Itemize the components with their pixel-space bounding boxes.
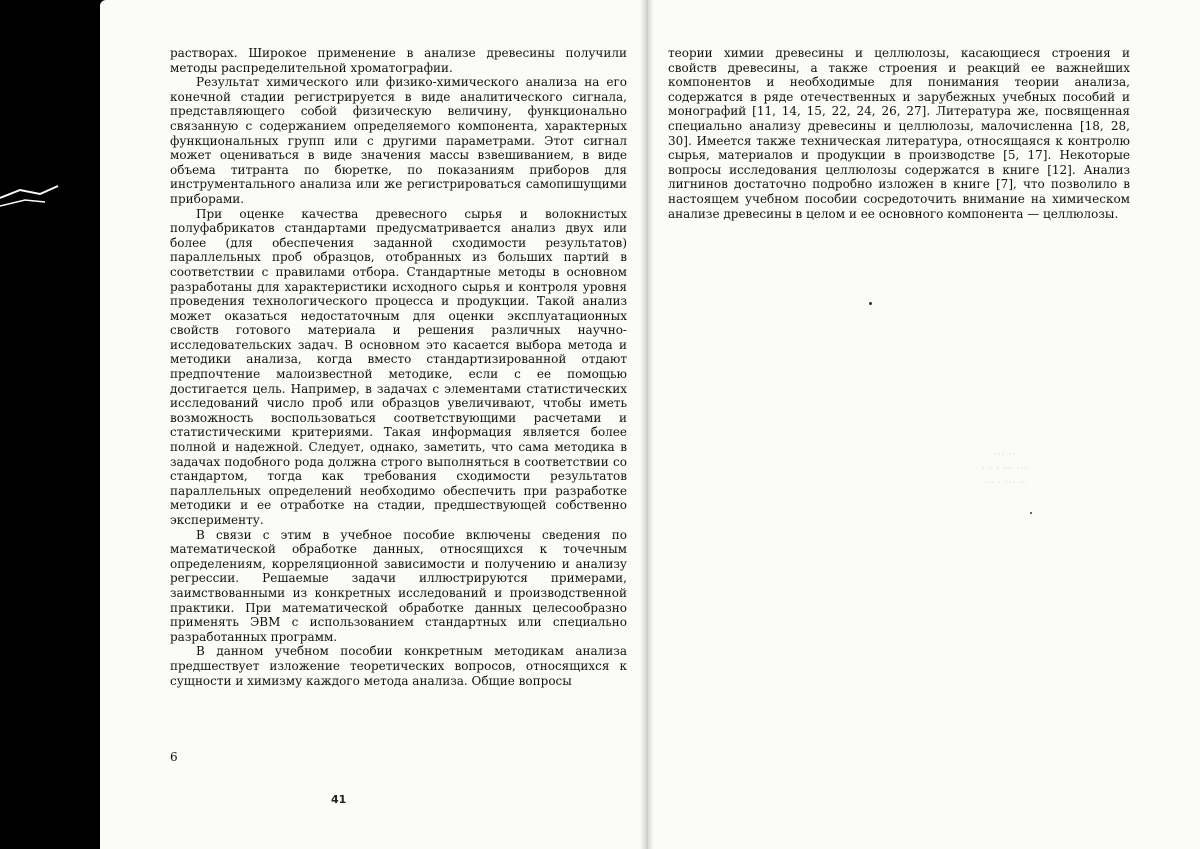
dust-speck: [869, 302, 872, 305]
paragraph: В связи с этим в учебное пособие включены сведения по математической обработке данных, относящихся к точечным определениям, корреляционной зависимости и получению и анализу регрессии. Решаемые задачи иллюстрируются примерами, заимствованными из конкретных исследований и производственной практики. При математической обработке данных целесообразно применять ЭВМ с использованием стандартных или специально разработанных программ.: [170, 527, 627, 644]
right-text-column: [668, 46, 1130, 221]
book-gutter: [640, 0, 654, 849]
left-text-column: [170, 46, 627, 688]
bottom-mark: 41: [331, 793, 347, 806]
paragraph: Результат химического или физико-химического анализа на его конечной стадии регистрируется в виде аналитического сигнала, представляющего собой физическую величину, функционально связанную с содержанием определяемого компонента, характерных функциональных групп или с другими параметрами. Этот сигнал может оцениваться в виде значения массы взвешиванием, в виде объема титранта по бюретке, по показаниям приборов для инструментального анализа или же регистрироваться самопишущими приборами.: [170, 75, 627, 206]
show-through-artifact: ··· ·· · · · ··· ··· ··· · ··· ··: [981, 450, 1029, 487]
page-number: 6: [170, 750, 178, 764]
dust-speck: [1030, 512, 1032, 514]
scan-edge-artifact: [0, 180, 60, 220]
paragraph: теории химии древесины и целлюлозы, касающиеся строения и свойств древесины, а также строения и реакций ее важнейших компонентов и необходимые для понимания теории анализа, содержатся в ряде отечественных и зарубежных учебных пособий и монографий [11, 14, 15, 22, 24, 26, 27]. Литература же, посвященная специально анализу древесины и целлюлозы, малочисленна [18, 28, 30]. Имеется также техническая литература, относящаяся к контролю сырья, материалов и продукции в производстве [5, 17]. Некоторые вопросы исследования целлюлозы содержатся в книге [12]. Анализ лигнинов достаточно подробно изложен в книге [7], что позволило в настоящем учебном пособии сосредоточить внимание на химическом анализе древесины в целом и ее основного компонента — целлюлозы.: [668, 46, 1130, 221]
paragraph: растворах. Широкое применение в анализе древесины получили методы распределительной хроматографии.: [170, 46, 627, 75]
paragraph: В данном учебном пособии конкретным методикам анализа предшествует изложение теоретических вопросов, относящихся к сущности и химизму каждого метода анализа. Общие вопросы: [170, 644, 627, 688]
paragraph: При оценке качества древесного сырья и волокнистых полуфабрикатов стандартами предусматривается анализ двух или более (для обеспечения заданной сходимости результатов) параллельных проб образцов, отобранных из больших партий в соответствии с правилами отбора. Стандартные методы в основном разработаны для характеристики исходного сырья и контроля уровня проведения технологического процесса и продукции. Такой анализ может оказаться недостаточным для оценки эксплуатационных свойств готового материала и решения различных научно-исследовательских задач. В основном это касается выбора метода и методики анализа, когда вместо стандартизированной отдают предпочтение малоизвестной методике, если с ее помощью достигается цель. Например, в задачах с элементами статистических исследований число проб или образцов увеличивают, чтобы иметь возможность воспользоваться соответствующими расчетами и статистическими критериями. Такая информация является более полной и надежной. Следует, однако, заметить, что сама методика в задачах подобного рода должна строго выполняться в соответствии со стандартом, тогда как требования сходимости результатов параллельных определений необходимо обеспечить при разработке методики и ее отработке на стадии, предшествующей собственно эксперименту.: [170, 206, 627, 527]
